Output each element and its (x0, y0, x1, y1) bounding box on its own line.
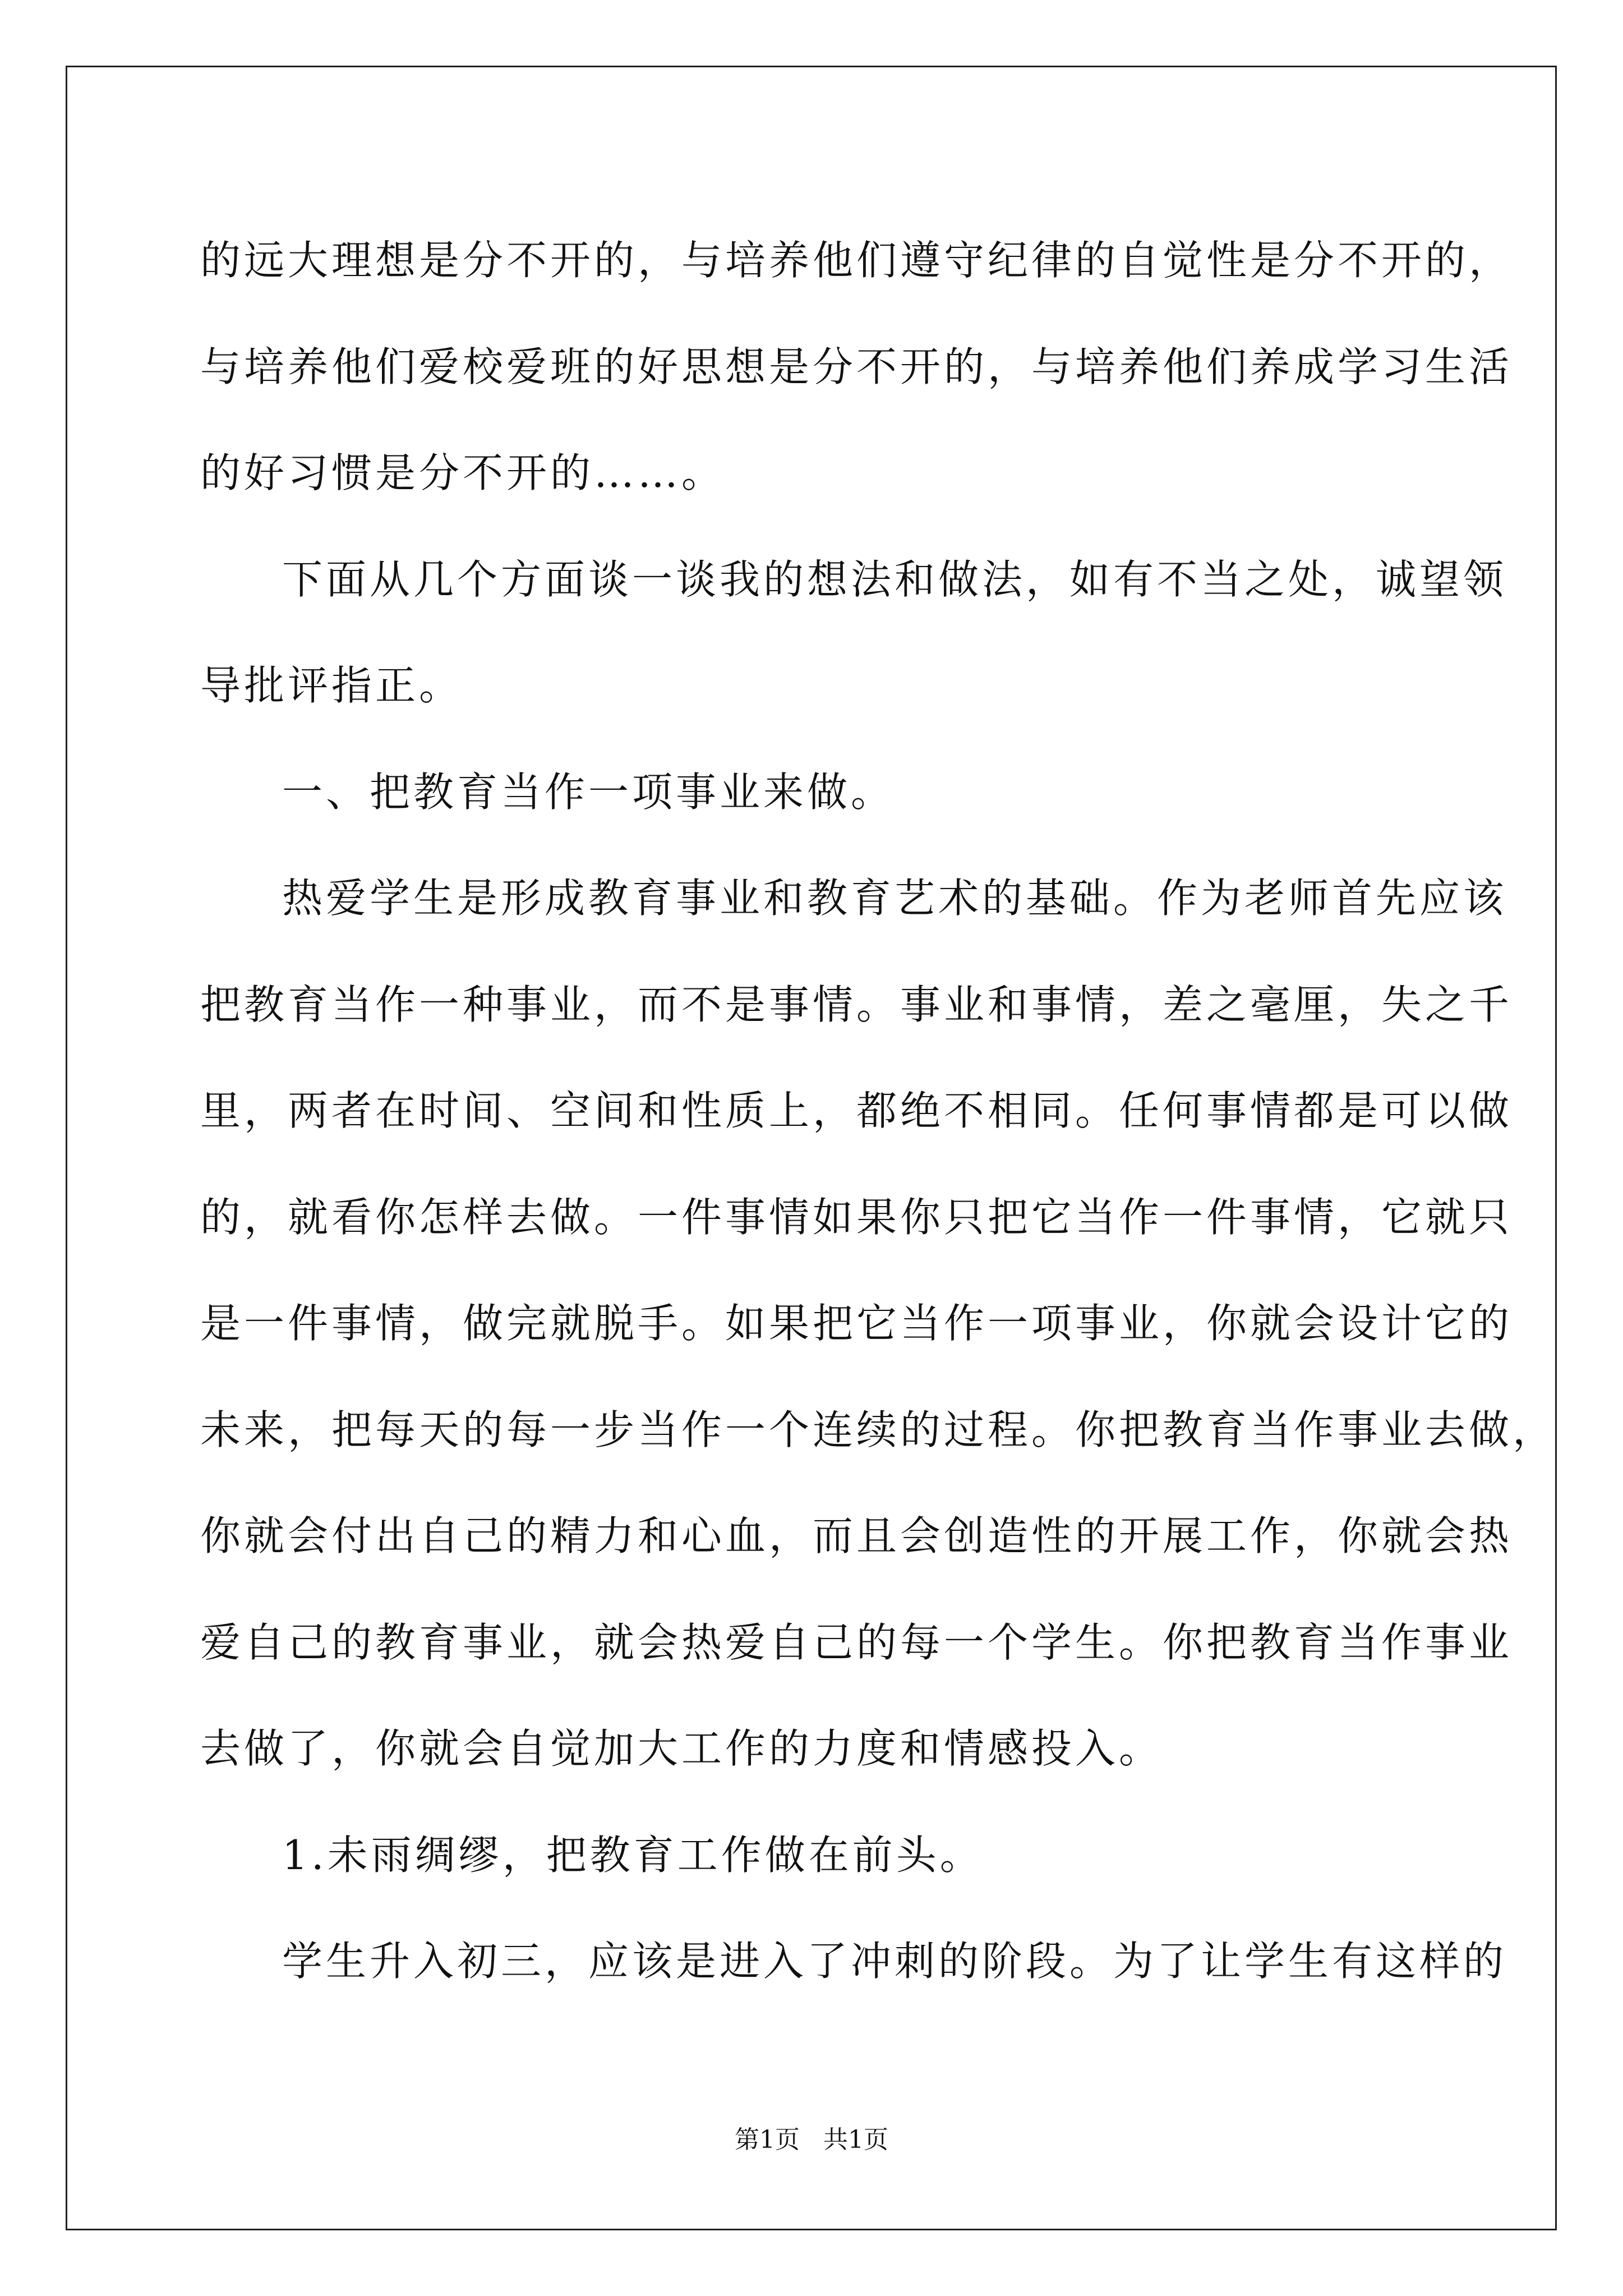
text-line: 你就会付出自己的精力和心血，而且会创造性的开展工作，你就会热 (200, 1512, 1513, 1559)
text-line: 一、把教育当作一项事业来做。 (282, 768, 895, 816)
text-line: 下面从几个方面谈一谈我的想法和做法，如有不当之处，诚望领 (282, 555, 1507, 603)
text-line: 导批评指正。 (200, 662, 463, 709)
text-line: 爱自己的教育事业，就会热爱自己的每一个学生。你把教育当作事业 (200, 1618, 1513, 1666)
text-line: 学生升入初三，应该是进入了冲刺的阶段。为了让学生有这样的 (282, 1938, 1507, 1985)
text-line: 与培养他们爱校爱班的好思想是分不开的，与培养他们养成学习生活 (200, 343, 1513, 390)
text-line: 热爱学生是形成教育事业和教育艺术的基础。作为老师首先应该 (282, 875, 1507, 922)
text-line: 未来，把每天的每一步当作一个连续的过程。你把教育当作事业去做， (200, 1406, 1557, 1453)
text-line: 的远大理想是分不开的，与培养他们遵守纪律的自觉性是分不开的， (200, 237, 1513, 284)
document-body (200, 208, 1557, 2015)
text-line: 的，就看你怎样去做。一件事情如果你只把它当作一件事情，它就只 (200, 1193, 1513, 1241)
text-line: 去做了，你就会自觉加大工作的力度和情感投入。 (200, 1725, 1163, 1772)
text-line: 1.未雨绸缪，把教育工作做在前头。 (282, 1831, 984, 1879)
text-line: 把教育当作一种事业，而不是事情。事业和事情，差之毫厘，失之千 (200, 981, 1513, 1028)
page-footer: 第1页 共1页 (735, 2125, 888, 2154)
text-line: 是一件事情，做完就脱手。如果把它当作一项事业，你就会设计它的 (200, 1300, 1513, 1347)
text-line: 里，两者在时间、空间和性质上，都绝不相同。任何事情都是可以做 (200, 1087, 1513, 1134)
text-line: 的好习惯是分不开的……。 (200, 449, 726, 496)
